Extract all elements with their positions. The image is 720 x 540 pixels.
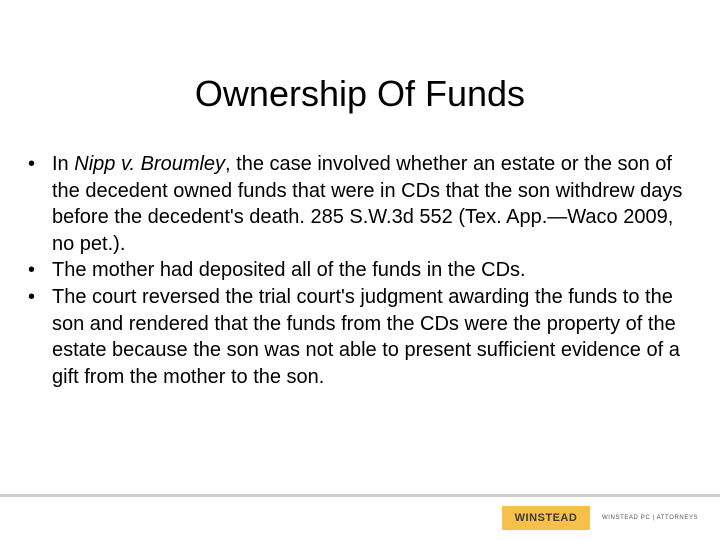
bullet-text-segment: In (52, 153, 75, 175)
case-name-italic: Nipp v. Broumley (74, 153, 226, 175)
bullet-list (22, 151, 692, 390)
bullet-text: The mother had deposited all of the funds in the CDs. (52, 259, 526, 282)
footer-divider (0, 494, 720, 497)
logo-caption: WINSTEAD PC | ATTORNEYS (602, 515, 699, 521)
bullet-glyph: • (28, 259, 36, 282)
logo-text: WINSTEAD (514, 512, 578, 524)
bullet-text-segment: , the case involved whether an estate or the son of the decedent owned funds that were in CDs that the son withdrew days before the decedent's death. 285 S.W.3d 552 (Tex. App.—Waco 2009, no pet.). (52, 153, 683, 255)
bullet-item (22, 257, 692, 284)
bullet-glyph: • (28, 153, 36, 175)
bullet-text: The court reversed the trial court's judgment awarding the funds to the son and rendered that the funds from the CDs were the property of the estate because the son was not able to present sufficient evidence of a gift from the mother to the son. (52, 285, 680, 388)
winstead-logo (502, 506, 590, 530)
bullet-glyph: • (28, 285, 36, 308)
bullet-item (22, 151, 692, 257)
bullet-item (22, 284, 692, 390)
slide-title: Ownership Of Funds (194, 73, 526, 114)
